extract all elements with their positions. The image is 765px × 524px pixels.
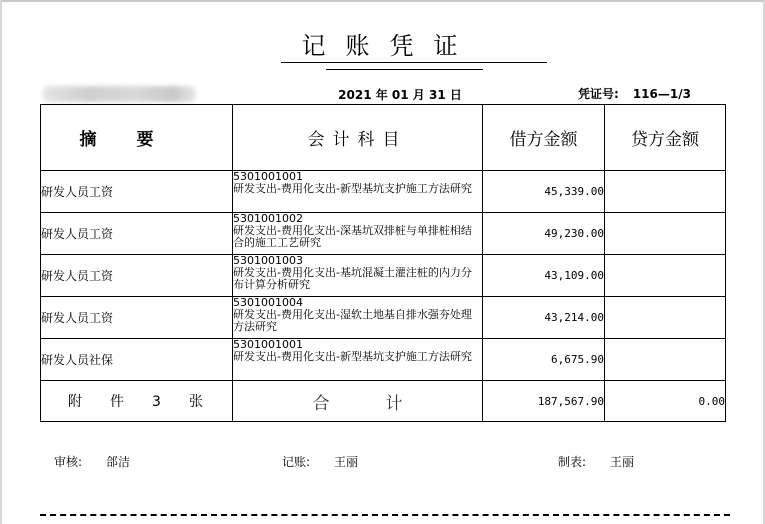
bookkeeper-label: 记账: [282,455,311,469]
attach-suffix: 张 [188,394,205,410]
attachment-count [41,381,233,422]
entry-account-code: 5301001002 [233,212,303,225]
signature-bookkeeper [282,453,358,470]
total-label-b: 计 [385,393,403,414]
page-border-top [0,0,765,2]
review-name: 郃洁 [106,455,131,469]
title-underline-inner [326,69,483,70]
header-account: 会计科目 [233,105,483,171]
entry-debit: 43,214.00 [483,297,605,339]
total-credit: 0.00 [605,381,726,422]
entry-debit: 6,675.90 [483,339,605,381]
table-header-row [41,105,726,171]
entry-credit [605,297,726,339]
entry-debit: 49,230.00 [483,213,605,255]
entry-debit: 43,109.00 [483,255,605,297]
entry-summary: 研发人员社保 [41,339,233,381]
entry-credit [605,255,726,297]
header-debit: 借方金额 [483,105,605,171]
voucher-number-value: 116—1/3 [632,87,691,101]
entry-account-name: 研发支出-费用化支出-新型基坑支护施工方法研究 [233,351,472,363]
entry-account [233,339,483,381]
total-label [233,381,483,422]
header-credit: 贷方金额 [605,105,726,171]
entry-account-code: 5301001001 [233,338,303,351]
voucher-number [578,85,691,102]
entry-summary: 研发人员工资 [41,297,233,339]
entry-account-code: 5301001003 [233,254,303,267]
table-row [41,339,726,381]
cut-line [40,514,730,516]
entry-summary: 研发人员工资 [41,213,233,255]
table-row [41,297,726,339]
document-title: 记账凭证 [301,32,478,60]
entry-account [233,255,483,297]
entry-account-name: 研发支出-费用化支出-基坑混凝土灌注桩的内力分布计算分析研究 [233,267,472,291]
preparer-name: 王丽 [610,455,635,469]
attach-prefix: 附 [68,394,85,410]
table-row [41,213,726,255]
entry-account-code: 5301001001 [233,170,303,183]
entry-summary: 研发人员工资 [41,255,233,297]
title-underline [281,62,547,63]
voucher-date: 2021 年 01 月 31 日 [338,88,462,102]
attach-count: 3 [152,394,163,410]
attach-mid: 件 [110,394,127,410]
voucher-table [40,104,726,422]
preparer-label: 制表: [558,455,587,469]
total-debit: 187,567.90 [483,381,605,422]
entry-account-name: 研发支出-费用化支出-湿软土地基自排水强夯处理方法研究 [233,309,472,333]
entry-credit [605,171,726,213]
total-row [41,381,726,422]
entry-account-code: 5301001004 [233,296,303,309]
header-summary: 摘要 [41,105,233,171]
redacted-company-name [43,86,196,102]
voucher-number-label: 凭证号: [578,87,619,101]
entry-account-name: 研发支出-费用化支出-深基坑双排桩与单排桩相结合的施工工艺研究 [233,225,472,249]
signature-review [54,453,130,470]
entry-account [233,297,483,339]
page-border-left [0,0,2,524]
entry-debit: 45,339.00 [483,171,605,213]
review-label: 审核: [54,455,83,469]
table-row [41,171,726,213]
total-label-a: 合 [312,393,330,414]
bookkeeper-name: 王丽 [334,455,359,469]
entry-account [233,171,483,213]
entry-account-name: 研发支出-费用化支出-新型基坑支护施工方法研究 [233,183,472,195]
signature-preparer [558,453,634,470]
table-row [41,255,726,297]
entry-summary: 研发人员工资 [41,171,233,213]
entry-account [233,213,483,255]
entry-credit [605,213,726,255]
entry-credit [605,339,726,381]
